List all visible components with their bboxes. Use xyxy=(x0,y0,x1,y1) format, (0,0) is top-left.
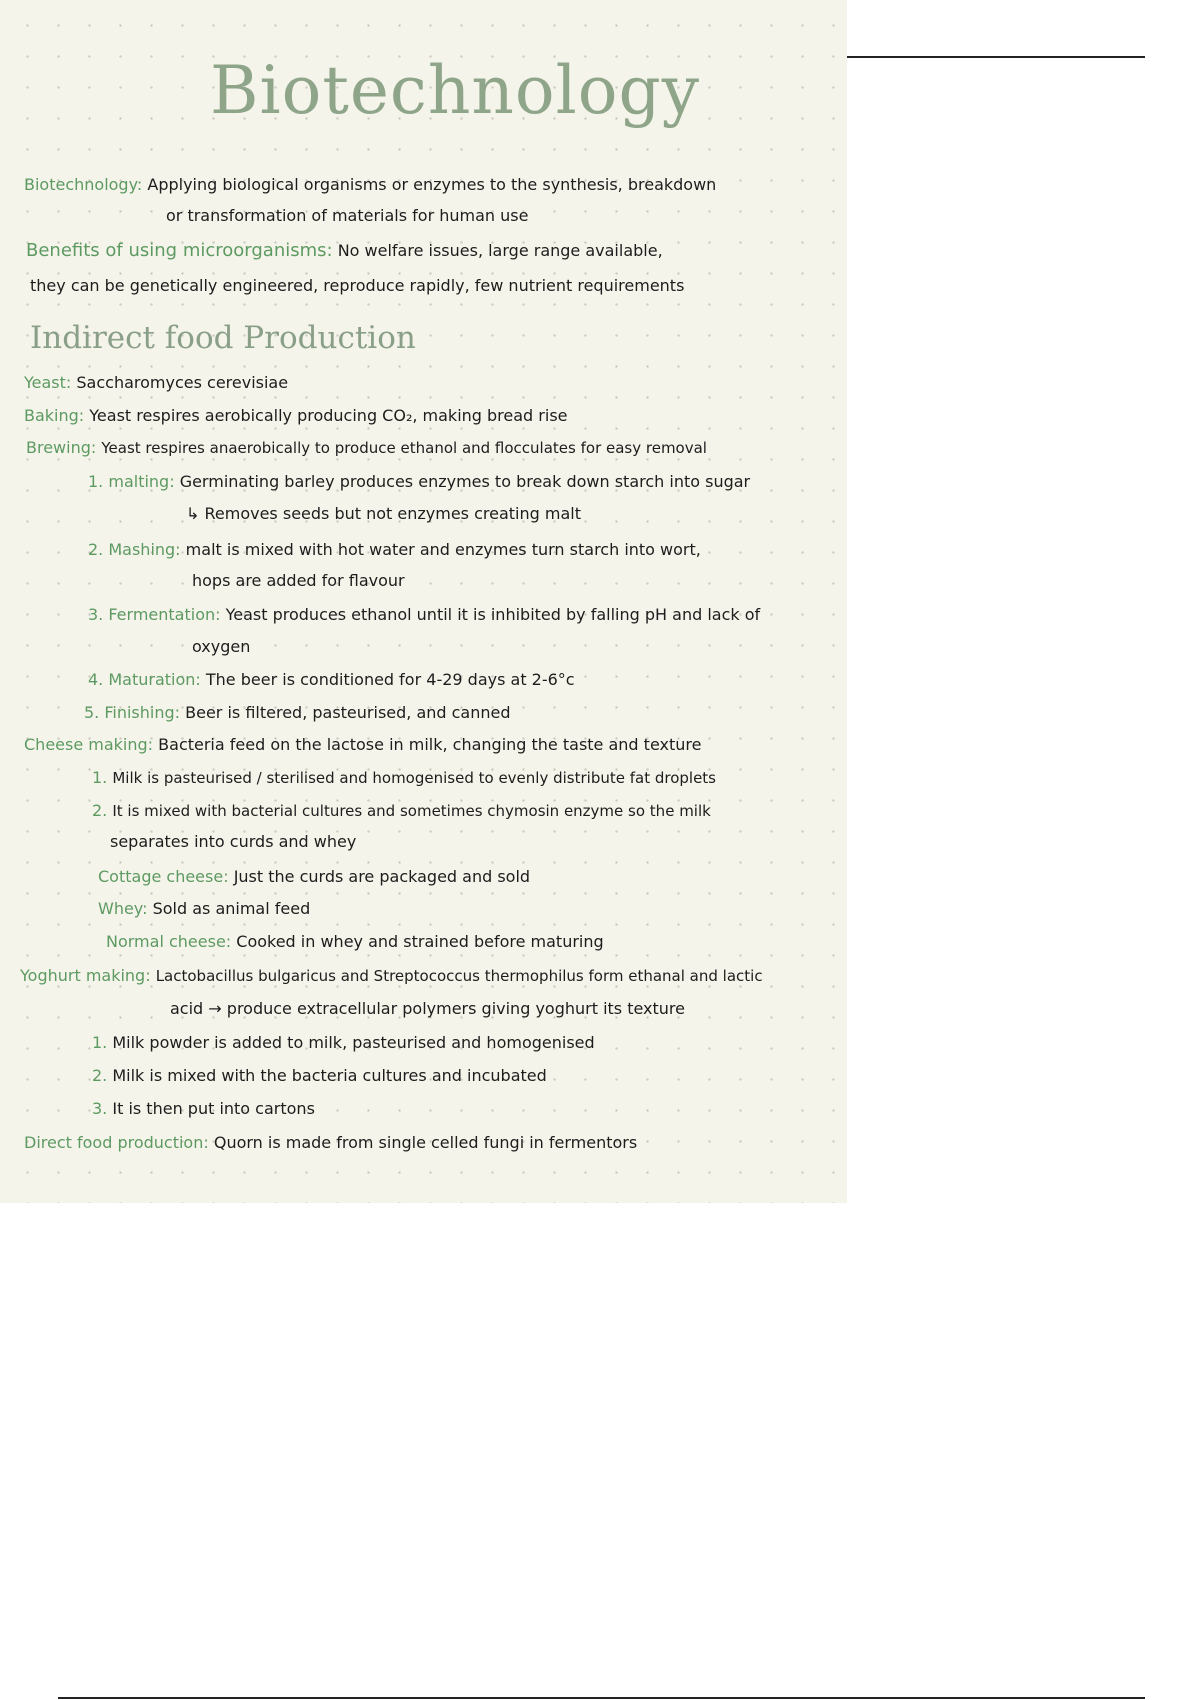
definition-line-2 xyxy=(166,205,528,227)
brewing-step-mashing-2 xyxy=(192,570,405,592)
cheese-type-normal xyxy=(106,931,604,953)
definition-text-1: Applying biological organisms or enzymes to the synthesis, breakdown xyxy=(147,175,717,194)
mashing-term: 2. Mashing: xyxy=(88,540,181,559)
baking-line xyxy=(24,405,568,427)
benefits-text-1: No welfare issues, large range available, xyxy=(337,241,663,260)
bottom-rule xyxy=(58,1697,1145,1699)
yoghurt-step-1-num: 1. xyxy=(92,1033,108,1052)
brewing-step-malting xyxy=(88,471,750,493)
cheese-step-2 xyxy=(92,800,711,822)
direct-line xyxy=(24,1132,637,1154)
finishing-term: 5. Finishing: xyxy=(84,703,181,722)
normal-cheese-text: Cooked in whey and strained before maturing xyxy=(236,932,604,951)
cheese-step-1-text: Milk is pasteurised / sterilised and homogenised to evenly distribute fat droplets xyxy=(112,769,716,787)
cheese-step-2-text: It is mixed with bacterial cultures and sometimes chymosin enzyme so the milk xyxy=(112,802,711,820)
benefits-line-2 xyxy=(30,275,684,297)
definition-text-2: or transformation of materials for human use xyxy=(166,206,529,225)
yoghurt-text-2: acid → produce extracellular polymers giving yoghurt its texture xyxy=(170,999,685,1018)
direct-text: Quorn is made from single celled fungi in fermentors xyxy=(213,1133,638,1152)
brewing-term: Brewing: xyxy=(26,438,97,457)
yoghurt-step-3-text: It is then put into cartons xyxy=(112,1099,315,1118)
yoghurt-step-1 xyxy=(92,1032,595,1054)
note-page xyxy=(0,0,847,1203)
cheese-step-1 xyxy=(92,767,716,789)
brewing-step-malting-sub xyxy=(186,503,581,525)
cheese-step-2b xyxy=(110,831,356,853)
yeast-text: Saccharomyces cerevisiae xyxy=(76,373,289,392)
yoghurt-step-1-text: Milk powder is added to milk, pasteurised and homogenised xyxy=(112,1033,595,1052)
indirect-heading: Indirect food Production xyxy=(30,320,416,356)
yoghurt-step-3-num: 3. xyxy=(92,1099,108,1118)
benefits-term: Benefits of using microorganisms: xyxy=(26,240,333,261)
top-rule xyxy=(847,56,1145,58)
baking-term: Baking: xyxy=(24,406,85,425)
definition-line-1 xyxy=(24,174,716,196)
maturation-term: 4. Maturation: xyxy=(88,670,201,689)
benefits-line-1 xyxy=(26,240,663,262)
brewing-step-finishing xyxy=(84,702,511,724)
yoghurt-line-2 xyxy=(170,998,685,1020)
brewing-step-fermentation xyxy=(88,604,760,626)
cottage-term: Cottage cheese: xyxy=(98,867,229,886)
fermentation-text: Yeast produces ethanol until it is inhibited by falling pH and lack of xyxy=(225,605,761,624)
mashing-text: malt is mixed with hot water and enzymes turn starch into wort, xyxy=(185,540,701,559)
page-title: Biotechnology xyxy=(210,52,701,129)
yoghurt-term: Yoghurt making: xyxy=(20,966,151,985)
cheese-line xyxy=(24,734,701,756)
malting-text: Germinating barley produces enzymes to break down starch into sugar xyxy=(179,472,751,491)
benefits-text-2: they can be genetically engineered, reproduce rapidly, few nutrient requirements xyxy=(30,276,685,295)
yoghurt-step-2-text: Milk is mixed with the bacteria cultures and incubated xyxy=(112,1066,547,1085)
mashing-text-2: hops are added for flavour xyxy=(192,571,405,590)
cottage-text: Just the curds are packaged and sold xyxy=(233,867,531,886)
brewing-step-fermentation-2 xyxy=(192,636,250,658)
finishing-text: Beer is filtered, pasteurised, and canned xyxy=(185,703,511,722)
definition-term: Biotechnology: xyxy=(24,175,143,194)
yoghurt-text: Lactobacillus bulgaricus and Streptococcus thermophilus form ethanal and lactic xyxy=(155,967,763,985)
whey-term: Whey: xyxy=(98,899,148,918)
cheese-term: Cheese making: xyxy=(24,735,154,754)
cheese-step-2-text-2: separates into curds and whey xyxy=(110,832,357,851)
whey-text: Sold as animal feed xyxy=(152,899,311,918)
baking-text: Yeast respires aerobically producing CO₂, making bread rise xyxy=(89,406,568,425)
normal-cheese-term: Normal cheese: xyxy=(106,932,232,951)
maturation-text: The beer is conditioned for 4-29 days at 2-6°c xyxy=(205,670,575,689)
fermentation-text-2: oxygen xyxy=(192,637,251,656)
yeast-term: Yeast: xyxy=(24,373,72,392)
brewing-step-mashing xyxy=(88,539,701,561)
yoghurt-step-3 xyxy=(92,1098,315,1120)
fermentation-term: 3. Fermentation: xyxy=(88,605,221,624)
brewing-line xyxy=(26,437,707,459)
cheese-step-2-num: 2. xyxy=(92,801,108,820)
cheese-step-1-num: 1. xyxy=(92,768,108,787)
malting-term: 1. malting: xyxy=(88,472,175,491)
cheese-type-cottage xyxy=(98,866,530,888)
brewing-text: Yeast respires anaerobically to produce ethanol and flocculates for easy removal xyxy=(101,439,707,457)
yoghurt-step-2-num: 2. xyxy=(92,1066,108,1085)
sub-arrow-icon: ↳ xyxy=(186,504,200,523)
cheese-type-whey xyxy=(98,898,310,920)
yoghurt-line xyxy=(20,965,763,987)
cheese-text: Bacteria feed on the lactose in milk, changing the taste and texture xyxy=(158,735,702,754)
yoghurt-step-2 xyxy=(92,1065,547,1087)
malting-sub-text: Removes seeds but not enzymes creating malt xyxy=(204,504,581,523)
direct-term: Direct food production: xyxy=(24,1133,209,1152)
yeast-line xyxy=(24,372,288,394)
brewing-step-maturation xyxy=(88,669,575,691)
